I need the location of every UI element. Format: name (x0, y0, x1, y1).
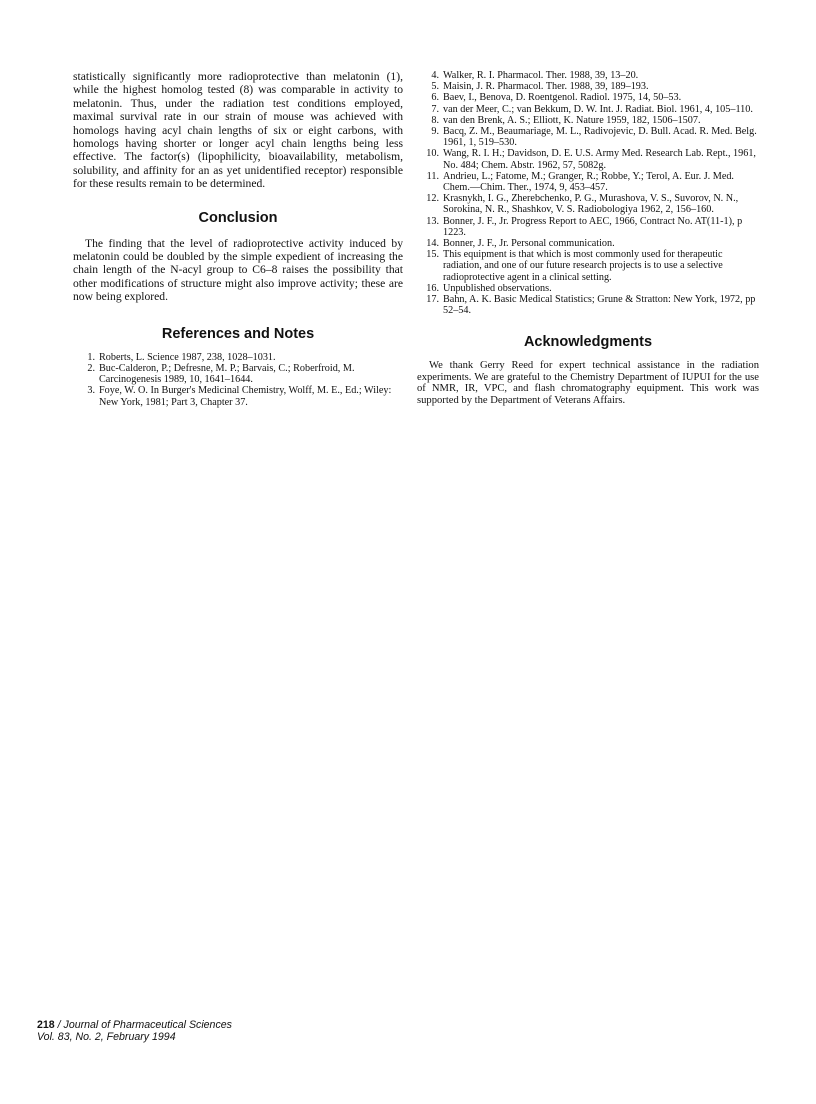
reference-item: 3. Foye, W. O. In Burger's Medicinal Chemistry, Wolff, M. E., Ed.; Wiley: New York, 1981; Part 3, Chapter 37. (87, 385, 392, 408)
reference-item: 7. van der Meer, C.; van Bekkum, D. W. Int. J. Radiat. Biol. 1961, 4, 105–110. (431, 103, 753, 115)
right-column (417, 70, 759, 406)
reference-item: 8. van den Brenk, A. S.; Elliott, K. Nature 1959, 182, 1506–1507. (431, 114, 701, 126)
intro-paragraph: statistically significantly more radioprotective than melatonin (1), while the highest homolog tested (8) was comparable in activity to melatonin. Thus, under the radiation test conditions employed, maximal survival rate in our strain of mouse was achieved with homologs having acyl chain lengths of six or eight carbons, with homologs having shorter or longer acyl chain lengths being less effective. The factor(s) (lipophilicity, bioavailability, metabolism, solubility, and affinity for an as yet unidentified receptor) responsible for these results remain to be determined. (73, 70, 403, 191)
reference-item: 16. Unpublished observations. (426, 282, 552, 294)
journal-issue: Vol. 83, No. 2, February 1994 (37, 1031, 176, 1043)
reference-item: 12. Krasnykh, I. G., Zherebchenko, P. G., Murashova, V. S., Suvorov, N. N., Sorokina, N. R., Shashkov, V. S. Radiobologiya 1962, 2, 156–160. (426, 193, 739, 216)
reference-list-left (73, 352, 403, 408)
page-number: 218 (37, 1019, 55, 1031)
conclusion-paragraph: The finding that the level of radioprotective activity induced by melatonin could be doubled by the simple expedient of increasing the chain length of the N-acyl group to C6–8 raises the possibility that other modifications of structure might also improve activity; these are now being explored. (73, 236, 403, 304)
reference-item: 1. Roberts, L. Science 1987, 238, 1028–1031. (87, 351, 276, 363)
acknowledgments-heading: Acknowledgments (523, 334, 653, 351)
reference-item: 10. Wang, R. I. H.; Davidson, D. E. U.S. Army Med. Research Lab. Rept., 1961, No. 484; Chem. Abstr. 1962, 57, 5082g. (426, 148, 756, 171)
conclusion-heading: Conclusion (198, 209, 278, 226)
reference-item: 2. Buc-Calderon, P.; Defresne, M. P.; Barvais, C.; Roberfroid, M. Carcinogenesis 1989, 10, 1641–1644. (87, 362, 355, 386)
reference-item: 14. Bonner, J. F., Jr. Personal communication. (426, 238, 615, 250)
acknowledgments-paragraph: We thank Gerry Reed for expert technical assistance in the radiation experiments. We are grateful to the Chemistry Department of IUPUI for the use of NMR, IR, VPC, and flash chromatography equipment. This work was supported by the Department of Veterans Affairs. (417, 360, 759, 406)
journal-name: / Journal of Pharmaceutical Sciences (57, 1019, 232, 1031)
reference-item: 11. Andrieu, L.; Fatome, M.; Granger, R.; Robbe, Y.; Terol, A. Eur. J. Med. Chem.—Chim. Ther., 1974, 9, 453–457. (426, 170, 734, 194)
reference-list-right (417, 70, 759, 316)
reference-item: 6. Baev, I., Benova, D. Roentgenol. Radiol. 1975, 14, 50–53. (431, 92, 682, 104)
reference-item: 5. Maisin, J. R. Pharmacol. Ther. 1988, 39, 189–193. (431, 81, 649, 93)
footer-line-1 (37, 1019, 232, 1031)
reference-item: 4. Walker, R. I. Pharmacol. Ther. 1988, 39, 13–20. (431, 70, 639, 81)
left-column (73, 70, 403, 408)
reference-item: 17. Bahn, A. K. Basic Medical Statistics; Grune & Stratton: New York, 1972, pp 52–54. (426, 294, 756, 317)
reference-item: 9. Bacq, Z. M., Beaumariage, M. L., Radivojevic, D. Bull. Acad. R. Med. Belg. 1961, 1, 519–530. (431, 126, 757, 149)
references-heading: References and Notes (161, 325, 315, 342)
reference-item: 13. Bonner, J. F., Jr. Progress Report to AEC, 1966, Contract No. AT(11-1), p 1223. (426, 215, 743, 238)
reference-item: 15. This equipment is that which is most commonly used for therapeutic radiation, and one of our future research projects is to use a selective radioprotective agent in a clinical setting. (426, 249, 723, 283)
page-footer (37, 1019, 232, 1043)
